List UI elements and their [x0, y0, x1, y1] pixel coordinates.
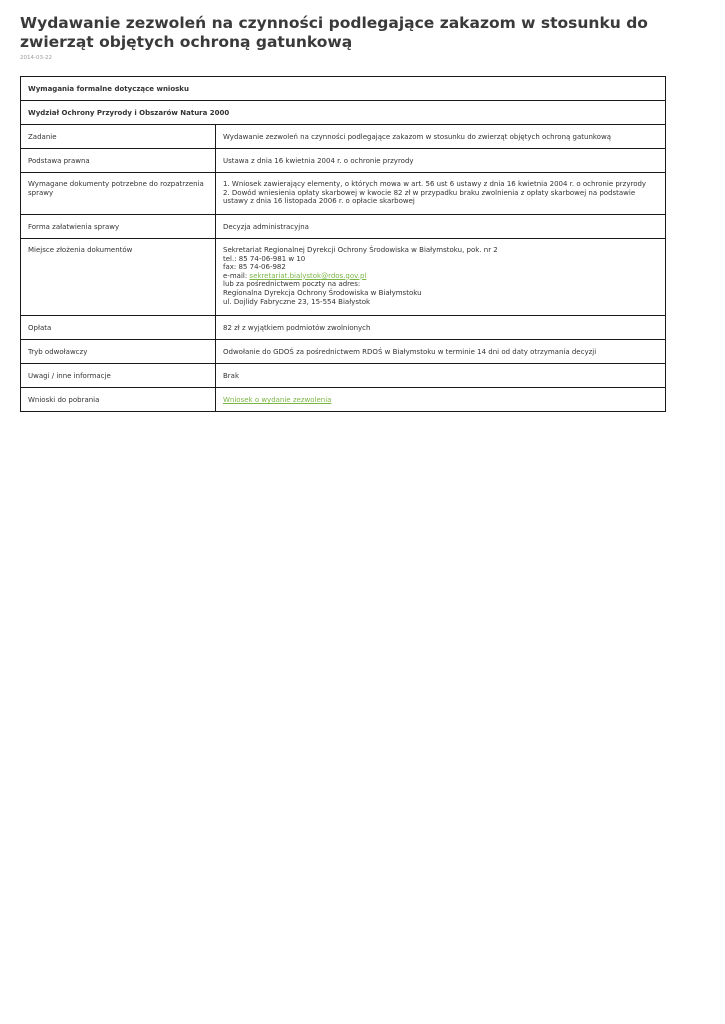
row-label: Uwagi / inne informacje: [21, 364, 216, 388]
row-label: Wnioski do pobrania: [21, 388, 216, 412]
table-row: [21, 149, 666, 173]
publication-date: 2014-03-22: [20, 55, 52, 61]
address-line: lub za pośrednictwem poczty na adres:: [223, 280, 361, 289]
page-title: Wydawanie zezwoleń na czynności podlegające zakazom w stosunku do zwierząt objętych ochroną gatunkową: [20, 14, 648, 51]
table-row: [21, 215, 666, 239]
row-label: Forma załatwienia sprawy: [21, 215, 216, 239]
table-row: [21, 340, 666, 364]
table-heading-row: [21, 77, 666, 101]
row-label: Wymagane dokumenty potrzebne do rozpatrzenia sprawy: [21, 173, 216, 215]
email-link[interactable]: sekretariat.bialystok@rdos.gov.pl: [249, 271, 367, 280]
table-row: [21, 173, 666, 215]
department-row: [21, 101, 666, 125]
row-value: Decyzja administracyjna: [216, 215, 666, 239]
department-name: Wydział Ochrony Przyrody i Obszarów Natura 2000: [21, 101, 666, 125]
email-prefix: e-mail:: [223, 271, 250, 280]
table-row: [21, 239, 666, 316]
document-item: 1. Wniosek zawierający elementy, o których mowa w art. 56 ust 6 ustawy z dnia 16 kwietnia 2004 r. o ochronie przyrody: [223, 180, 647, 188]
table-row: [21, 388, 666, 412]
row-value: [216, 388, 666, 412]
row-label: Opłata: [21, 316, 216, 340]
row-value: Wydawanie zezwoleń na czynności podlegające zakazom w stosunku do zwierząt objętych ochroną gatunkową: [216, 125, 666, 149]
requirements-table: [20, 76, 666, 412]
row-label: Tryb odwoławczy: [21, 340, 216, 364]
fax-line: fax: 85 74-06-982: [223, 263, 286, 272]
table-row: [21, 316, 666, 340]
row-value: 82 zł z wyjątkiem podmiotów zwolnionych: [216, 316, 666, 340]
address-line: Regionalna Dyrekcja Ochrony Środowiska w Białymstoku: [223, 288, 422, 297]
table-row: [21, 364, 666, 388]
row-value: Odwołanie do GDOŚ za pośrednictwem RDOŚ w Białymstoku w terminie 14 dni od daty otrzymania decyzji: [216, 340, 666, 364]
download-form-link[interactable]: Wniosek o wydanie zezwolenia: [223, 396, 332, 404]
document-item: 2. Dowód wniesienia opłaty skarbowej w kwocie 82 zł w przypadku braku zwolnienia z opłaty skarbowej na podstawie ustawy z dnia 16 listopada 2006 r. o opłacie skarbowej: [223, 188, 636, 206]
email-line: [223, 272, 658, 281]
table-heading: Wymagania formalne dotyczące wniosku: [21, 77, 666, 101]
row-value: Ustawa z dnia 16 kwietnia 2004 r. o ochronie przyrody: [216, 149, 666, 173]
row-label: Podstawa prawna: [21, 149, 216, 173]
row-value: [216, 239, 666, 316]
phone-line: tel.: 85 74-06-981 w 10: [223, 254, 306, 263]
row-label: Miejsce złożenia dokumentów: [21, 239, 216, 316]
address-line: Sekretariat Regionalnej Dyrekcji Ochrony Środowiska w Białymstoku, pok. nr 2: [223, 246, 498, 254]
row-label: Zadanie: [21, 125, 216, 149]
table-row: [21, 125, 666, 149]
row-value: [216, 173, 666, 215]
address-line: ul. Dojlidy Fabryczne 23, 15-554 Białystok: [223, 297, 371, 306]
row-value: Brak: [216, 364, 666, 388]
